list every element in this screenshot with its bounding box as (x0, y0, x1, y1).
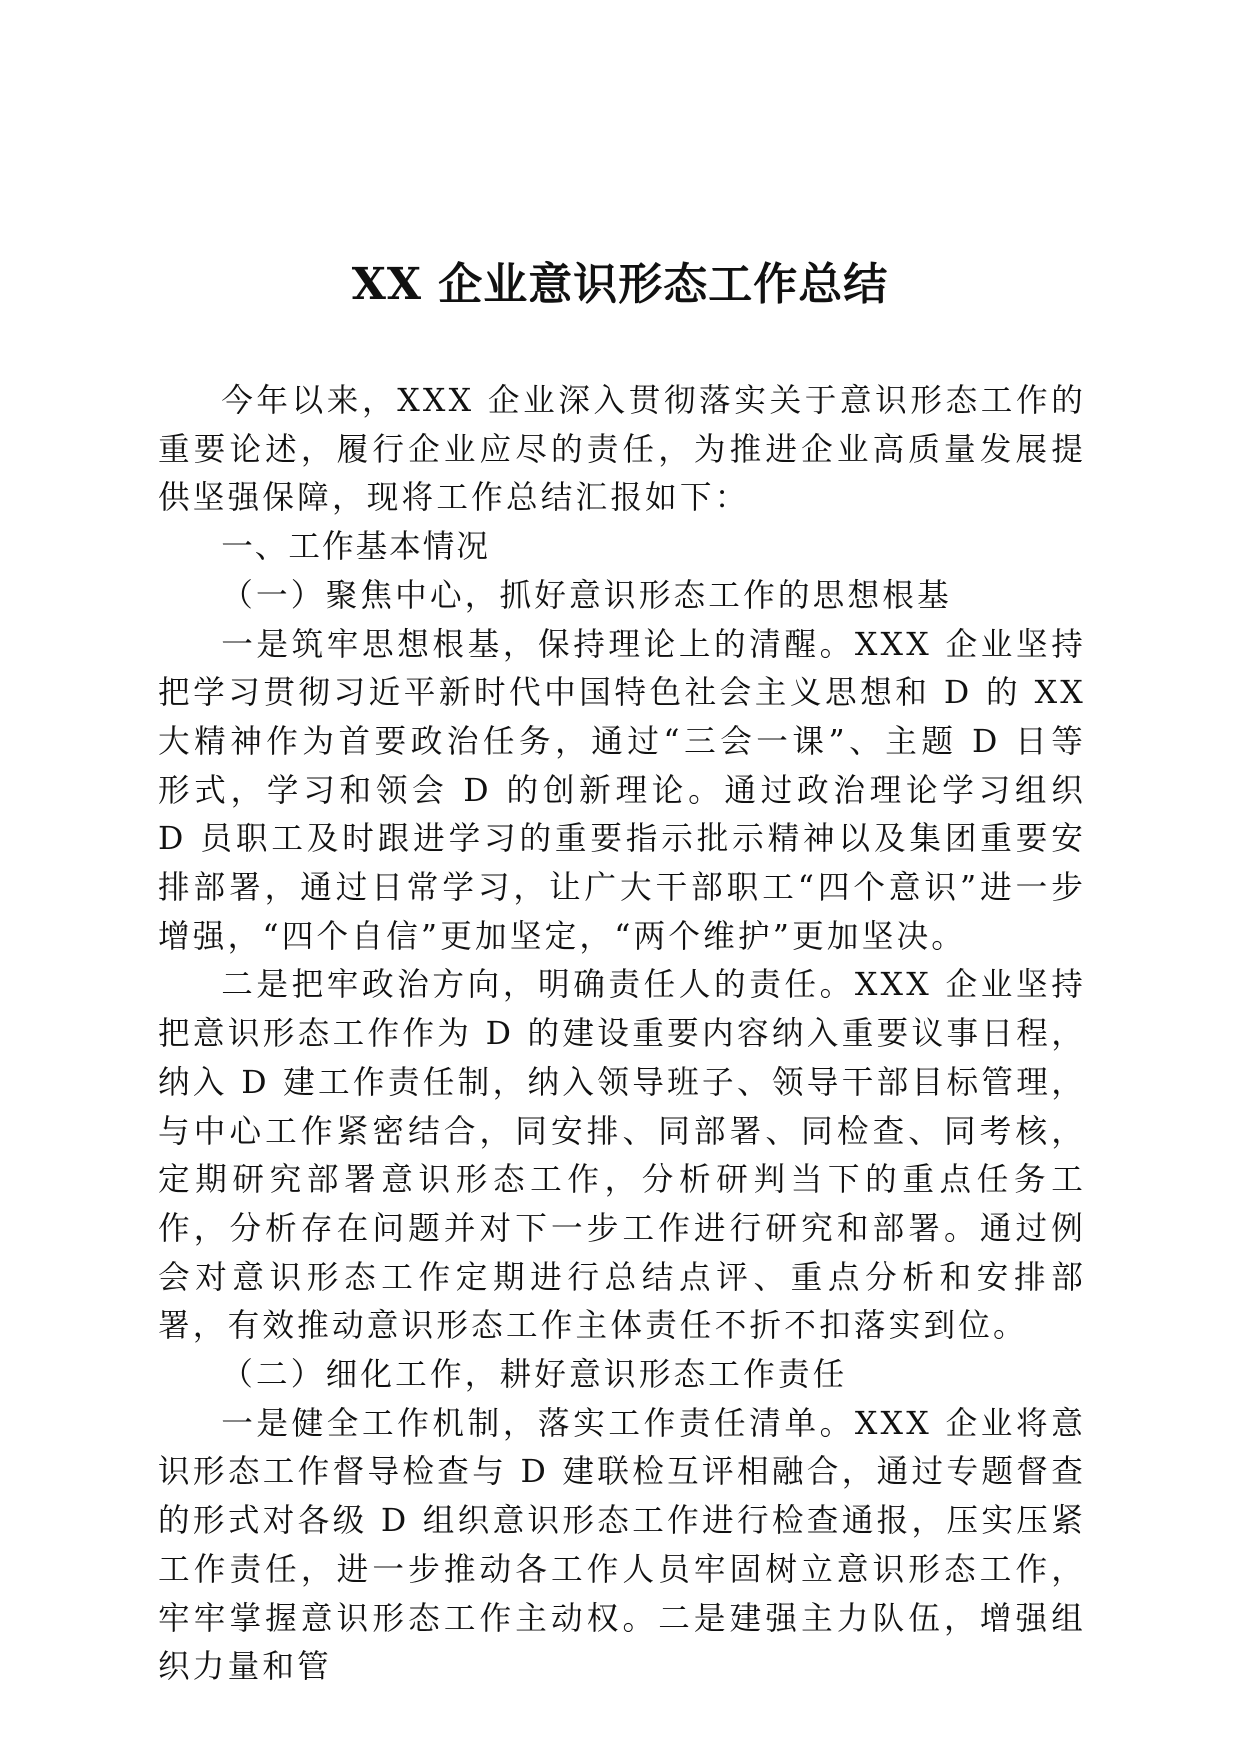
document-body (158, 377, 1086, 1692)
subsection-heading-2: （二）细化工作，耕好意识形态工作责任 (221, 1357, 848, 1394)
paragraph-2-1: 一是健全工作机制，落实工作责任清单。XXX 企业将意识形态工作督导检查与 D 建联检互评相融合，通过专题督查的形式对各级 D 组织意识形态工作进行检查通报，压实压紧工作责任，进一步推动各工作人员牢固树立意识形态工作，牢牢掌握意识形态工作主动权。二是建强主力队伍，增强组织力量和管 (158, 1405, 1086, 1686)
document-title: XX 企业意识形态工作总结 (351, 259, 889, 310)
paragraph-1-2: 二是把牢政治方向，明确责任人的责任。XXX 企业坚持把意识形态工作作为 D 的建设重要内容纳入重要议事日程，纳入 D 建工作责任制，纳入领导班子、领导干部目标管理，与中心工作紧密结合，同安排、同部署、同检查、同考核，定期研究部署意识形态工作，分析研判当下的重点任务工作，分析存在问题并对下一步工作进行研究和部署。通过例会对意识形态工作定期进行总结点评、重点分析和安排部署，有效推动意识形态工作主体责任不折不扣落实到位。 (158, 967, 1086, 1345)
subsection-heading-1: （一）聚焦中心，抓好意识形态工作的思想根基 (221, 577, 952, 614)
section-heading-1: 一、工作基本情况 (221, 529, 490, 566)
intro-paragraph: 今年以来，XXX 企业深入贯彻落实关于意识形态工作的重要论述，履行企业应尽的责任，为推进企业高质量发展提供坚强保障，现将工作总结汇报如下： (158, 383, 1086, 517)
paragraph-1-1: 一是筑牢思想根基，保持理论上的清醒。XXX 企业坚持把学习贯彻习近平新时代中国特色社会主义思想和 D 的 XX 大精神作为首要政治任务，通过“三会一课”、主题 D 日等形式，学习和领会 D 的创新理论。通过政治理论学习组织 D 员职工及时跟进学习的重要指示批示精神以及集团重要安排部署，通过日常学习，让广大干部职工“四个意识”进一步增强，“四个自信”更加坚定，“两个维护”更加坚决。 (158, 626, 1086, 955)
